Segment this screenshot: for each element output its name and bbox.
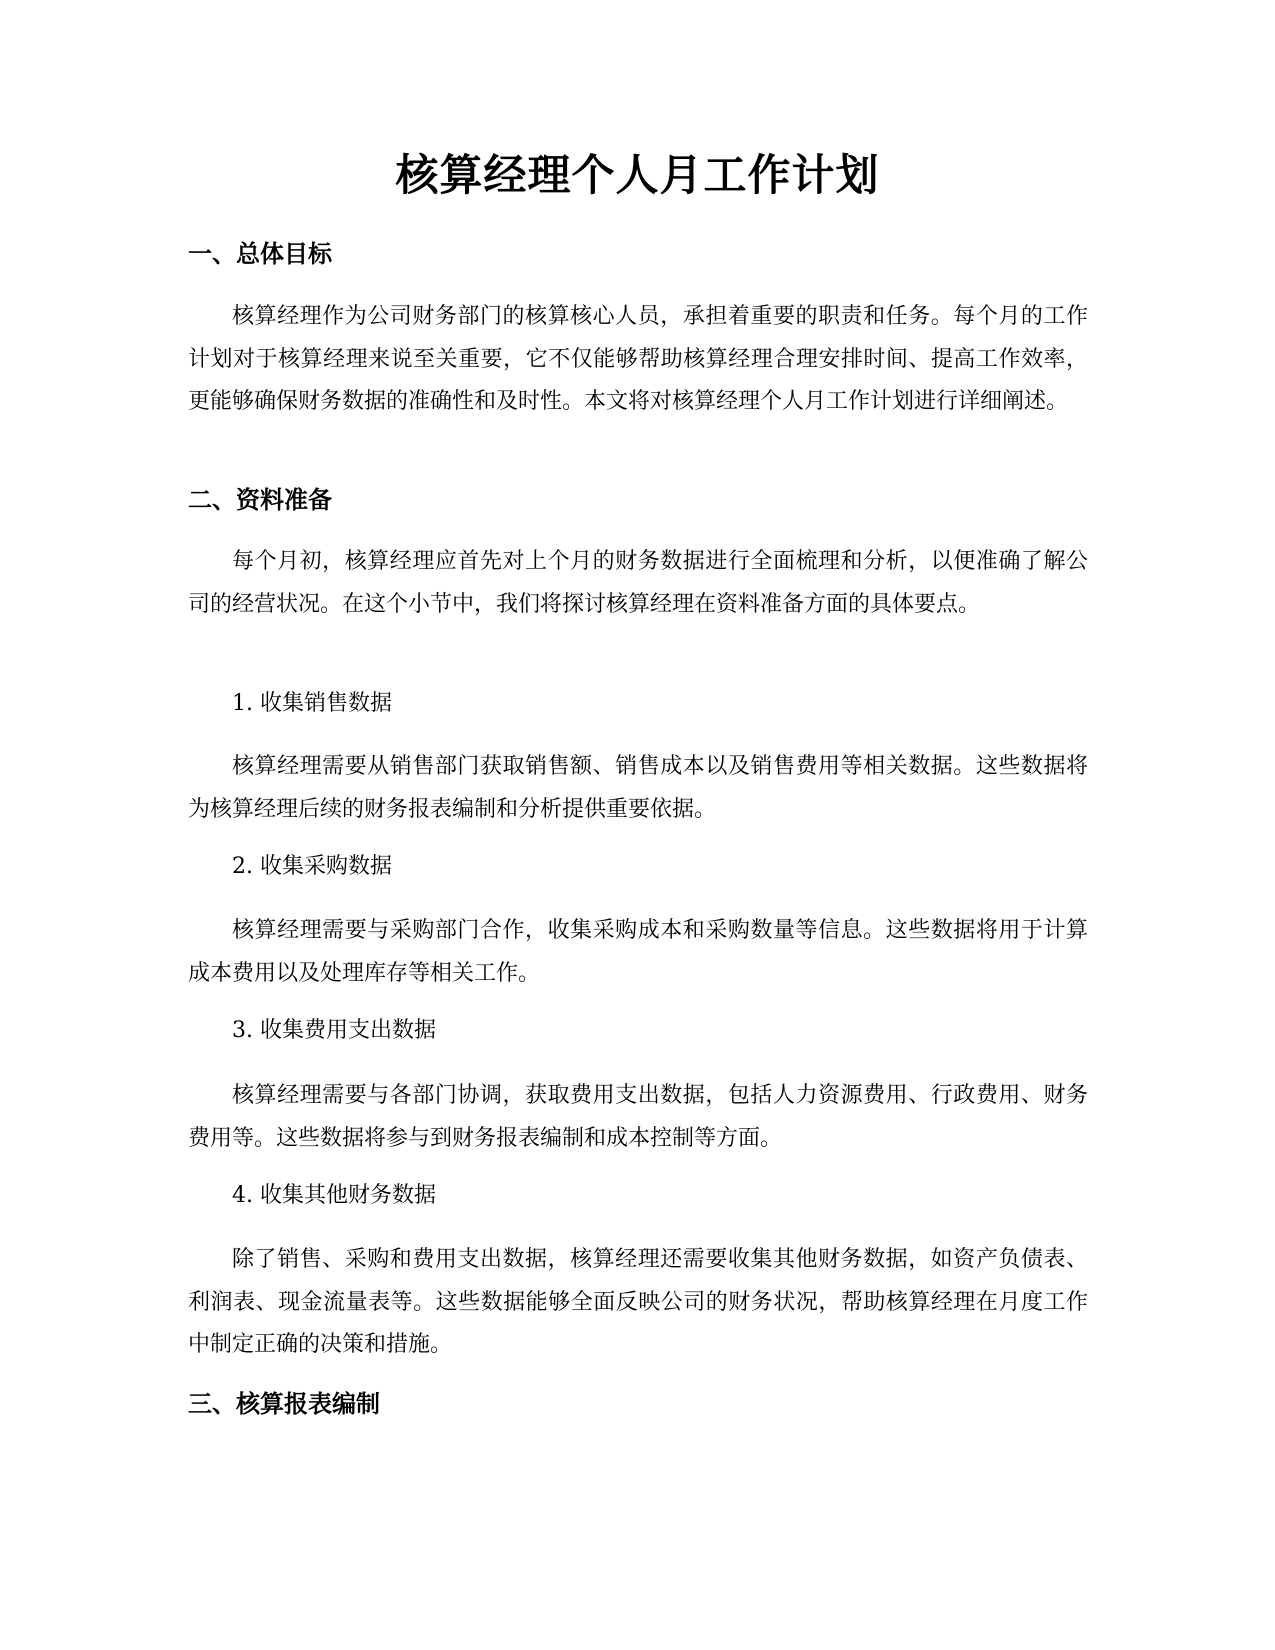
list-item-paragraph: 核算经理需要从销售部门获取销售额、销售成本以及销售费用等相关数据。这些数据将为核算经理后续的财务报表编制和分析提供重要依据。 [188,754,1088,822]
list-item-paragraph: 除了销售、采购和费用支出数据，核算经理还需要收集其他财务数据，如资产负债表、利润表、现金流量表等。这些数据能够全面反映公司的财务状况，帮助核算经理在月度工作中制定正确的决策和措施。 [188,1247,1088,1357]
list-item-label: 2. 收集采购数据 [232,854,392,879]
section-paragraph: 核算经理作为公司财务部门的核算核心人员，承担着重要的职责和任务。每个月的工作计划对于核算经理来说至关重要，它不仅能够帮助核算经理合理安排时间、提高工作效率，更能够确保财务数据的准确性和及时性。本文将对核算经理个人月工作计划进行详细阐述。 [188,304,1088,414]
list-item-paragraph: 核算经理需要与各部门协调，获取费用支出数据，包括人力资源费用、行政费用、财务费用等。这些数据将参与到财务报表编制和成本控制等方面。 [188,1083,1088,1151]
section-heading-overall-goal: 一、总体目标 [188,240,332,268]
section-heading-report-compilation: 三、核算报表编制 [188,1390,380,1418]
list-item-label: 4. 收集其他财务数据 [232,1183,436,1208]
list-item-label: 1. 收集销售数据 [232,691,392,716]
list-item-paragraph: 核算经理需要与采购部门合作，收集采购成本和采购数量等信息。这些数据将用于计算成本费用以及处理库存等相关工作。 [188,918,1088,986]
list-item-label: 3. 收集费用支出数据 [232,1018,436,1043]
document-title: 核算经理个人月工作计划 [395,151,880,201]
section-heading-data-preparation: 二、资料准备 [188,486,332,514]
section-paragraph: 每个月初，核算经理应首先对上个月的财务数据进行全面梳理和分析，以便准确了解公司的经营状况。在这个小节中，我们将探讨核算经理在资料准备方面的具体要点。 [188,549,1088,617]
